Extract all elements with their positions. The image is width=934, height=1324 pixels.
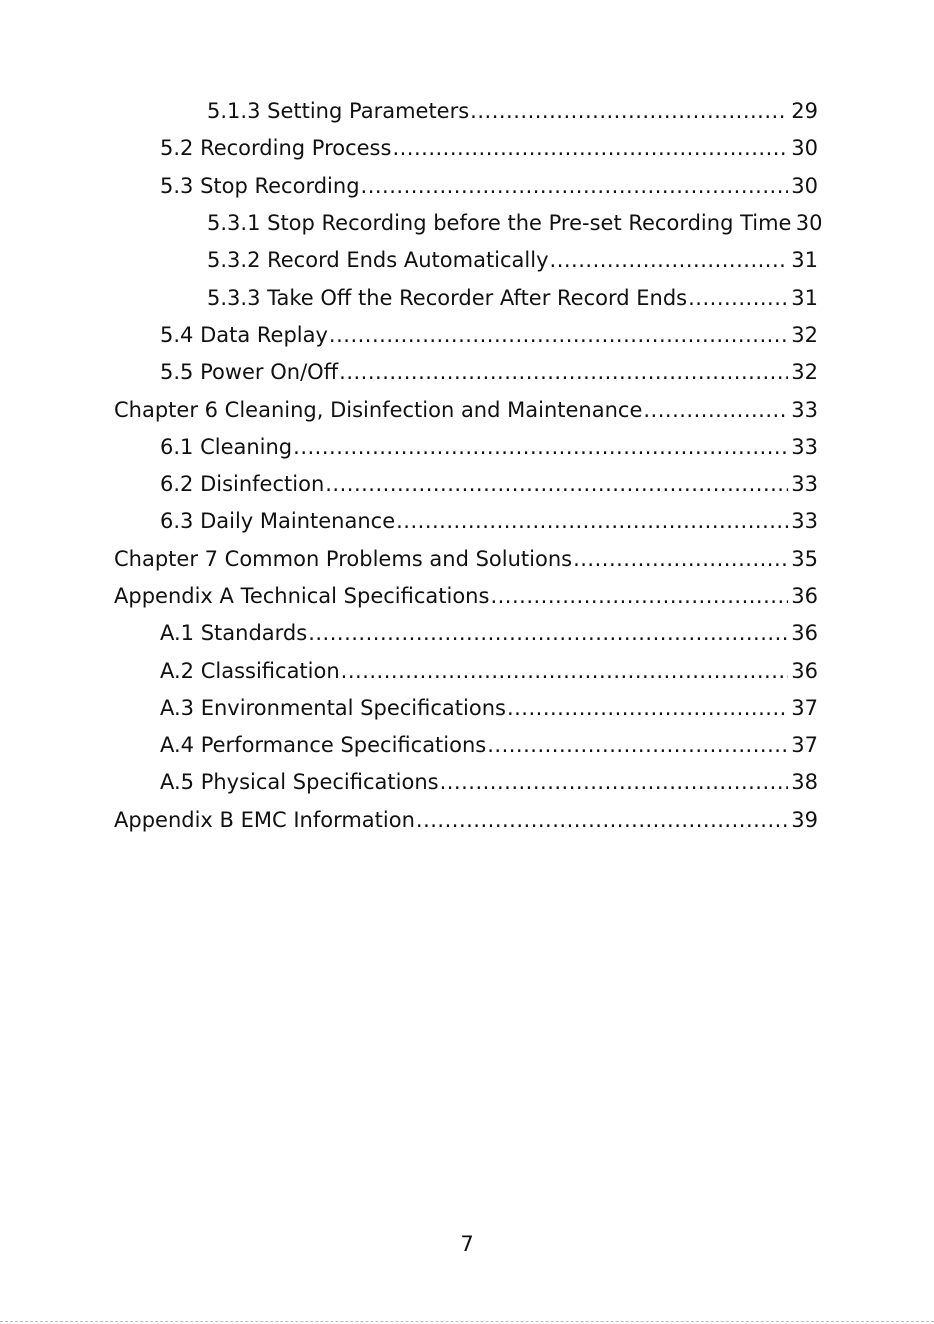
toc-dot-leader: [487, 727, 788, 764]
toc-entry-title: A.1 Standards: [160, 621, 308, 646]
toc-dot-leader: [396, 503, 788, 540]
toc-entry[interactable]: [0, 354, 934, 391]
toc-entry-title: 5.3 Stop Recording: [160, 173, 360, 198]
toc-entry[interactable]: [0, 391, 934, 428]
toc-entry-title: 5.3.1 Stop Recording before the Pre-set Recording Time: [207, 211, 792, 236]
toc-dot-leader: [392, 130, 788, 167]
toc-dot-leader: [643, 392, 788, 429]
toc-entry[interactable]: [0, 615, 934, 652]
toc-entry[interactable]: [0, 764, 934, 801]
toc-entry-title: 5.3.2 Record Ends Automatically: [207, 248, 549, 273]
toc-dot-leader: [490, 578, 788, 615]
toc-entry-page: 33: [791, 472, 818, 497]
toc-entry-page: 35: [791, 546, 818, 571]
toc-entry[interactable]: [0, 429, 934, 466]
toc-entry-title: A.4 Performance Specifications: [160, 733, 487, 758]
toc-entry[interactable]: [0, 727, 934, 764]
toc-entry[interactable]: [0, 802, 934, 839]
toc-dot-leader: [416, 802, 788, 839]
table-of-contents: [0, 93, 934, 839]
toc-dot-leader: [573, 541, 788, 578]
toc-entry-page: 36: [791, 658, 818, 683]
toc-dot-leader: [341, 653, 788, 690]
toc-entry-title: A.2 Classification: [160, 658, 340, 683]
toc-entry-page: 39: [791, 807, 818, 832]
toc-entry[interactable]: [0, 242, 934, 279]
toc-entry-page: 30: [795, 211, 823, 236]
toc-entry-page: 32: [791, 322, 818, 347]
toc-dot-leader: [308, 615, 788, 652]
toc-dot-leader: [507, 690, 788, 727]
toc-entry-page: 29: [791, 99, 818, 124]
toc-entry[interactable]: [0, 317, 934, 354]
toc-entry[interactable]: [0, 541, 934, 578]
toc-entry[interactable]: [0, 93, 934, 130]
toc-dot-leader: [293, 429, 788, 466]
toc-entry-page: 30: [791, 173, 818, 198]
toc-entry[interactable]: [0, 503, 934, 540]
toc-entry-page: 37: [791, 695, 818, 720]
toc-entry[interactable]: [0, 205, 934, 242]
toc-entry-page: 37: [791, 733, 818, 758]
page-number: 7: [460, 1232, 474, 1256]
toc-entry-title: A.3 Environmental Specifications: [160, 695, 506, 720]
toc-entry[interactable]: [0, 690, 934, 727]
toc-entry-title: Appendix A Technical Specifications: [114, 584, 490, 608]
toc-entry-page: 33: [791, 397, 818, 422]
toc-entry-page: 33: [791, 509, 818, 534]
toc-entry[interactable]: [0, 652, 934, 689]
toc-entry-page: 33: [791, 434, 818, 459]
toc-entry[interactable]: [0, 168, 934, 205]
toc-entry-title: 5.2 Recording Process: [160, 136, 392, 161]
toc-dot-leader: [329, 317, 788, 354]
page-bottom-rule: [0, 1321, 934, 1322]
toc-dot-leader: [361, 168, 788, 205]
toc-entry-title: 5.5 Power On/Off: [160, 360, 339, 385]
toc-dot-leader: [688, 280, 788, 317]
toc-entry-page: 36: [791, 584, 818, 608]
toc-entry-title: Appendix B EMC Information: [114, 807, 415, 832]
toc-entry-page: 38: [791, 770, 818, 795]
toc-entry-title: Chapter 7 Common Problems and Solutions: [114, 546, 573, 571]
toc-entry-title: 6.3 Daily Maintenance: [160, 509, 396, 534]
toc-dot-leader: [339, 354, 788, 391]
toc-entry-page: 32: [791, 360, 818, 385]
toc-entry[interactable]: [0, 279, 934, 316]
toc-entry[interactable]: [0, 466, 934, 503]
toc-entry-title: Chapter 6 Cleaning, Disinfection and Maintenance: [114, 397, 643, 422]
toc-entry-title: A.5 Physical Specifications: [160, 770, 439, 795]
toc-entry-page: 31: [791, 248, 818, 273]
toc-entry-title: 6.1 Cleaning: [160, 434, 293, 459]
toc-entry-page: 31: [791, 285, 818, 310]
toc-dot-leader: [440, 764, 788, 801]
toc-entry-title: 5.1.3 Setting Parameters: [207, 99, 470, 124]
toc-entry[interactable]: [0, 130, 934, 167]
toc-entry-page: 30: [791, 136, 818, 161]
toc-entry-title: 5.3.3 Take Off the Recorder After Record Ends: [207, 285, 688, 310]
toc-entry[interactable]: [0, 578, 934, 615]
toc-entry-title: 5.4 Data Replay: [160, 322, 328, 347]
toc-dot-leader: [470, 93, 788, 130]
toc-entry-title: 6.2 Disinfection: [160, 472, 325, 497]
toc-dot-leader: [325, 466, 788, 503]
toc-entry-page: 36: [791, 621, 818, 646]
toc-dot-leader: [550, 242, 788, 279]
